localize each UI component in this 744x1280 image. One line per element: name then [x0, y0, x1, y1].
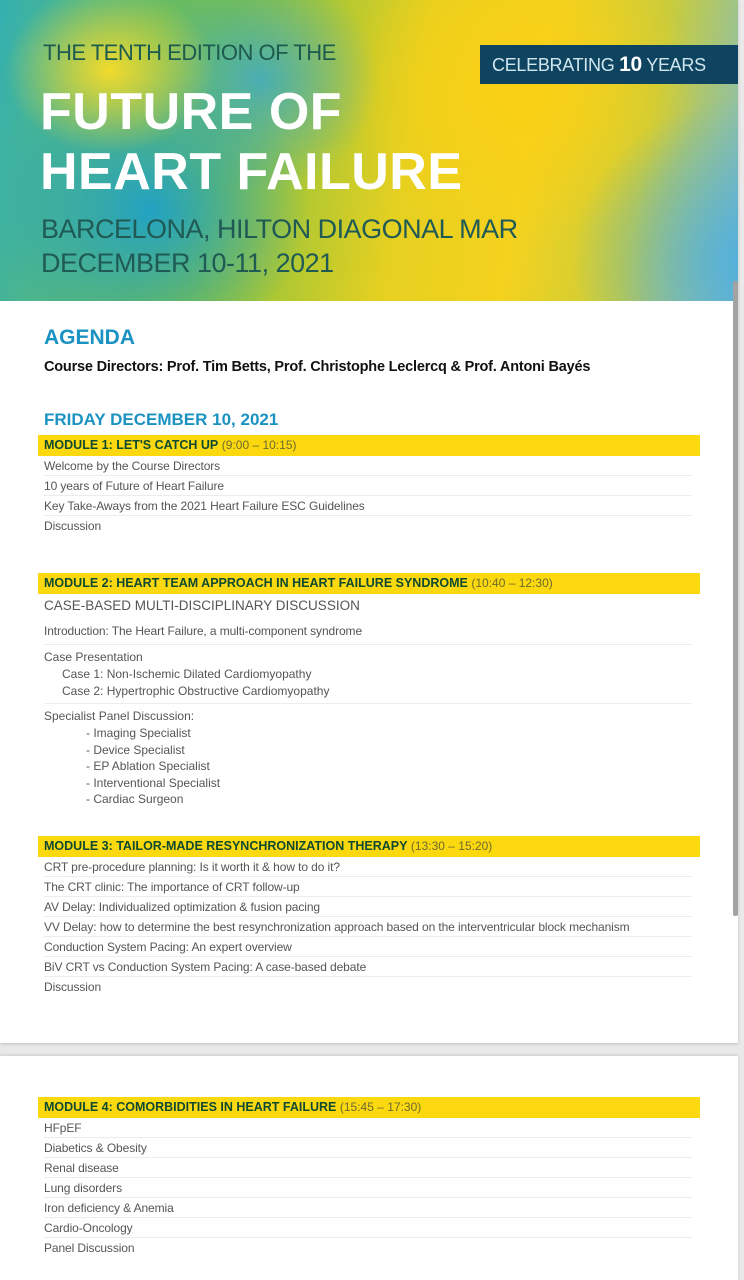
panel-member: - Cardiac Surgeon: [86, 792, 184, 806]
session-item: VV Delay: how to determine the best resynchronization approach based on the interventricular block mechanism: [44, 917, 692, 937]
event-venue: BARCELONA, HILTON DIAGONAL MAR: [41, 214, 518, 244]
session-item: Diabetics & Obesity: [44, 1138, 692, 1158]
module-title: MODULE 3: TAILOR-MADE RESYNCHRONIZATION THERAPY: [44, 839, 408, 853]
course-directors: Course Directors: Prof. Tim Betts, Prof. Christophe Leclercq & Prof. Antoni Bayés: [44, 359, 591, 375]
document-page-2: [0, 1056, 738, 1280]
badge-number: 10: [619, 53, 642, 76]
module-header: [38, 435, 700, 456]
session-item: CRT pre-procedure planning: Is it worth it & how to do it?: [44, 857, 692, 877]
badge-suffix: YEARS: [646, 55, 706, 75]
module-header: [38, 836, 700, 857]
panel-member: - Interventional Specialist: [86, 775, 221, 790]
event-title-line-1: FUTURE OF: [40, 83, 343, 141]
session-list: [44, 456, 692, 536]
session-item: HFpEF: [44, 1118, 692, 1138]
scrollbar[interactable]: [733, 281, 738, 916]
specialist-panel-label: Specialist Panel Discussion:: [44, 709, 195, 723]
case-item: Case 1: Non-Ischemic Dilated Cardiomyopathy: [62, 667, 312, 681]
badge-prefix: CELEBRATING: [492, 55, 615, 75]
event-title-line-2: HEART FAILURE: [40, 143, 463, 201]
module-3: [38, 836, 700, 997]
session-item: 10 years of Future of Heart Failure: [44, 476, 692, 496]
module-time: (9:00 – 10:15): [221, 438, 297, 452]
session-item: Renal disease: [44, 1158, 692, 1178]
module-4: [38, 1097, 700, 1258]
module-2: [38, 573, 700, 812]
anniversary-badge: [480, 45, 738, 84]
module-header: [38, 1097, 700, 1118]
edition-text: THE TENTH EDITION OF THE: [43, 40, 336, 65]
module-title: MODULE 4: COMORBIDITIES IN HEART FAILURE: [44, 1100, 337, 1114]
session-item: Discussion: [44, 519, 102, 533]
module-subtitle: CASE-BASED MULTI-DISCIPLINARY DISCUSSION: [44, 598, 360, 613]
session-item: Introduction: The Heart Failure, a multi-component syndrome: [44, 618, 692, 645]
session-item: Welcome by the Course Directors: [44, 456, 692, 476]
panel-member: - Imaging Specialist: [86, 726, 191, 740]
case-presentation-label: Case Presentation: [44, 650, 143, 664]
panel-member: - EP Ablation Specialist: [86, 759, 210, 773]
session-item: Lung disorders: [44, 1178, 692, 1198]
module-time: (10:40 – 12:30): [471, 576, 553, 590]
header-banner: [0, 0, 738, 301]
module-header: [38, 573, 700, 594]
module-time: (15:45 – 17:30): [339, 1100, 422, 1114]
event-venue-dates: [41, 212, 518, 280]
module-title: MODULE 2: HEART TEAM APPROACH IN HEART FAILURE SYNDROME: [44, 576, 468, 590]
session-item: Panel Discussion: [44, 1241, 135, 1255]
session-list: [44, 594, 692, 812]
module-title: MODULE 1: LET'S CATCH UP: [44, 438, 219, 452]
session-item: Conduction System Pacing: An expert overview: [44, 937, 692, 957]
case-presentation-group: [44, 645, 692, 704]
session-item: Key Take-Aways from the 2021 Heart Failure ESC Guidelines: [44, 496, 692, 516]
panel-member: - Device Specialist: [86, 742, 185, 757]
day-heading: FRIDAY DECEMBER 10, 2021: [44, 410, 279, 429]
session-list: [44, 857, 692, 997]
event-title: [40, 82, 463, 202]
event-dates: DECEMBER 10-11, 2021: [41, 248, 334, 278]
session-list: [44, 1118, 692, 1258]
session-item: The CRT clinic: The importance of CRT follow-up: [44, 877, 692, 897]
specialist-panel-group: [44, 704, 692, 812]
session-item: Cardio-Oncology: [44, 1218, 692, 1238]
session-item: AV Delay: Individualized optimization & fusion pacing: [44, 897, 692, 917]
module-time: (13:30 – 15:20): [410, 839, 493, 853]
agenda-heading: AGENDA: [44, 326, 136, 349]
module-1: [38, 435, 700, 536]
session-item: BiV CRT vs Conduction System Pacing: A case-based debate: [44, 957, 692, 977]
session-item: Discussion: [44, 980, 102, 994]
case-item: Case 2: Hypertrophic Obstructive Cardiomyopathy: [62, 683, 330, 698]
session-item: Iron deficiency & Anemia: [44, 1198, 692, 1218]
